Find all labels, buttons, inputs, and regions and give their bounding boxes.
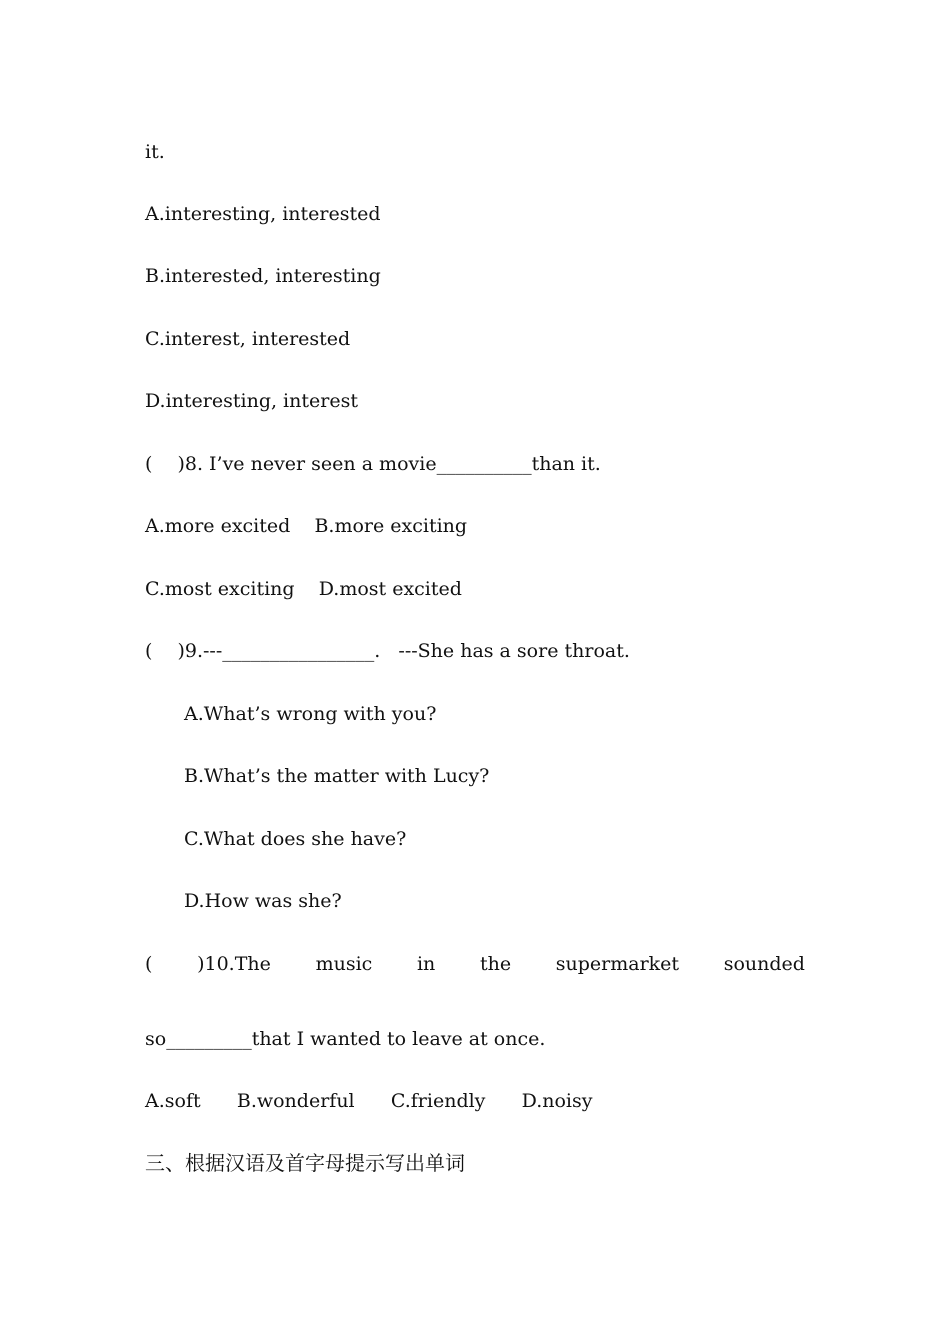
q10-options: A.soft B.wonderful C.friendly D.noisy	[145, 1090, 593, 1112]
q7-option-b: B.interested, interesting	[145, 265, 381, 287]
q10-word: music	[315, 953, 373, 975]
q10-stem-line2: so_________that I wanted to leave at once.	[145, 1028, 546, 1050]
q7-option-a: A.interesting, interested	[145, 203, 381, 225]
q7-option-d: D.interesting, interest	[145, 390, 358, 412]
q9-stem: ( )9.---________________. ---She has a sore throat.	[145, 640, 630, 662]
q10-word: in	[416, 953, 436, 975]
q9-option-c: C.What does she have?	[184, 828, 407, 850]
q7-stem-tail: it.	[145, 141, 165, 163]
q9-option-a: A.What’s wrong with you?	[184, 703, 437, 725]
q10-word: supermarket	[555, 953, 680, 975]
q10-stem-line1	[145, 952, 805, 976]
section-3-heading: 三、根据汉语及首字母提示写出单词	[145, 1151, 465, 1175]
q8-options-cd: C.most exciting D.most excited	[145, 578, 462, 600]
q8-options-ab: A.more excited B.more exciting	[145, 515, 468, 537]
q10-word: (	[145, 953, 153, 975]
q9-option-d: D.How was she?	[184, 890, 342, 912]
q9-option-b: B.What’s the matter with Lucy?	[184, 765, 490, 787]
q8-stem: ( )8. I’ve never seen a movie__________than it.	[145, 453, 601, 475]
q7-option-c: C.interest, interested	[145, 328, 351, 350]
q10-word: the	[479, 953, 512, 975]
q10-word: )10.The	[197, 953, 271, 975]
q10-word: sounded	[723, 953, 805, 975]
